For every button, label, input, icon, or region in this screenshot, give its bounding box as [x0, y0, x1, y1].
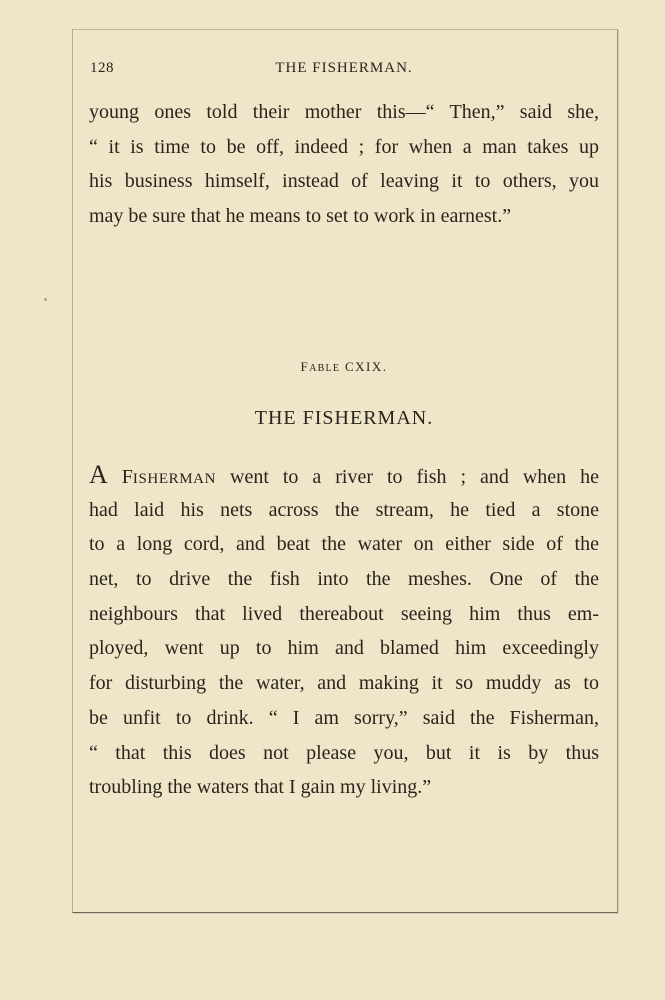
fable-numeral: CXIX. — [344, 359, 388, 374]
smallcap-initial: F — [121, 466, 133, 488]
running-head: THE FISHERMAN. — [275, 60, 413, 76]
text-line: “ that this does not please you, but it is by thus — [89, 741, 599, 764]
paper-speck — [44, 298, 47, 301]
text-line: troubling the waters that I gain my living.” — [89, 776, 432, 799]
text-line: for disturbing the water, and making it so muddy as to — [89, 672, 599, 695]
fable-title: THE FISHERMAN. — [254, 407, 434, 429]
drop-cap: A — [89, 460, 108, 489]
text-line: neighbours that lived thereabout seeing him thus em- — [89, 602, 599, 625]
text-line: net, to drive the fish into the meshes. One of the — [89, 568, 599, 591]
fable-number — [89, 359, 599, 375]
fable-paragraph — [89, 458, 599, 805]
text-line: ployed, went up to him and blamed him exceedingly — [89, 637, 599, 660]
first-line-rest: went to a river to fish ; and when he — [230, 466, 600, 488]
text-line: may be sure that he means to set to work in earnest.” — [89, 205, 512, 228]
smallcap-rest: ISHERMAN — [132, 471, 217, 487]
preceding-paragraph — [89, 95, 599, 234]
smallcap-word — [122, 466, 216, 488]
text-line: “ it is time to be off, indeed ; for when a man takes up — [89, 135, 599, 158]
page-number: 128 — [90, 60, 114, 76]
page-header — [90, 60, 598, 80]
text-line: had laid his nets across the stream, he tied a stone — [89, 498, 599, 521]
text-line-first — [89, 458, 599, 493]
text-line: his business himself, instead of leaving it to others, you — [89, 170, 599, 193]
fable-label-rest: ABLE — [309, 363, 341, 374]
fable-label-initial: F — [300, 359, 310, 374]
text-line: be unfit to drink. “ I am sorry,” said the Fisherman, — [89, 706, 599, 729]
text-line: young ones told their mother this—“ Then,” said she, — [89, 101, 599, 123]
text-line: to a long cord, and beat the water on either side of the — [89, 533, 599, 556]
